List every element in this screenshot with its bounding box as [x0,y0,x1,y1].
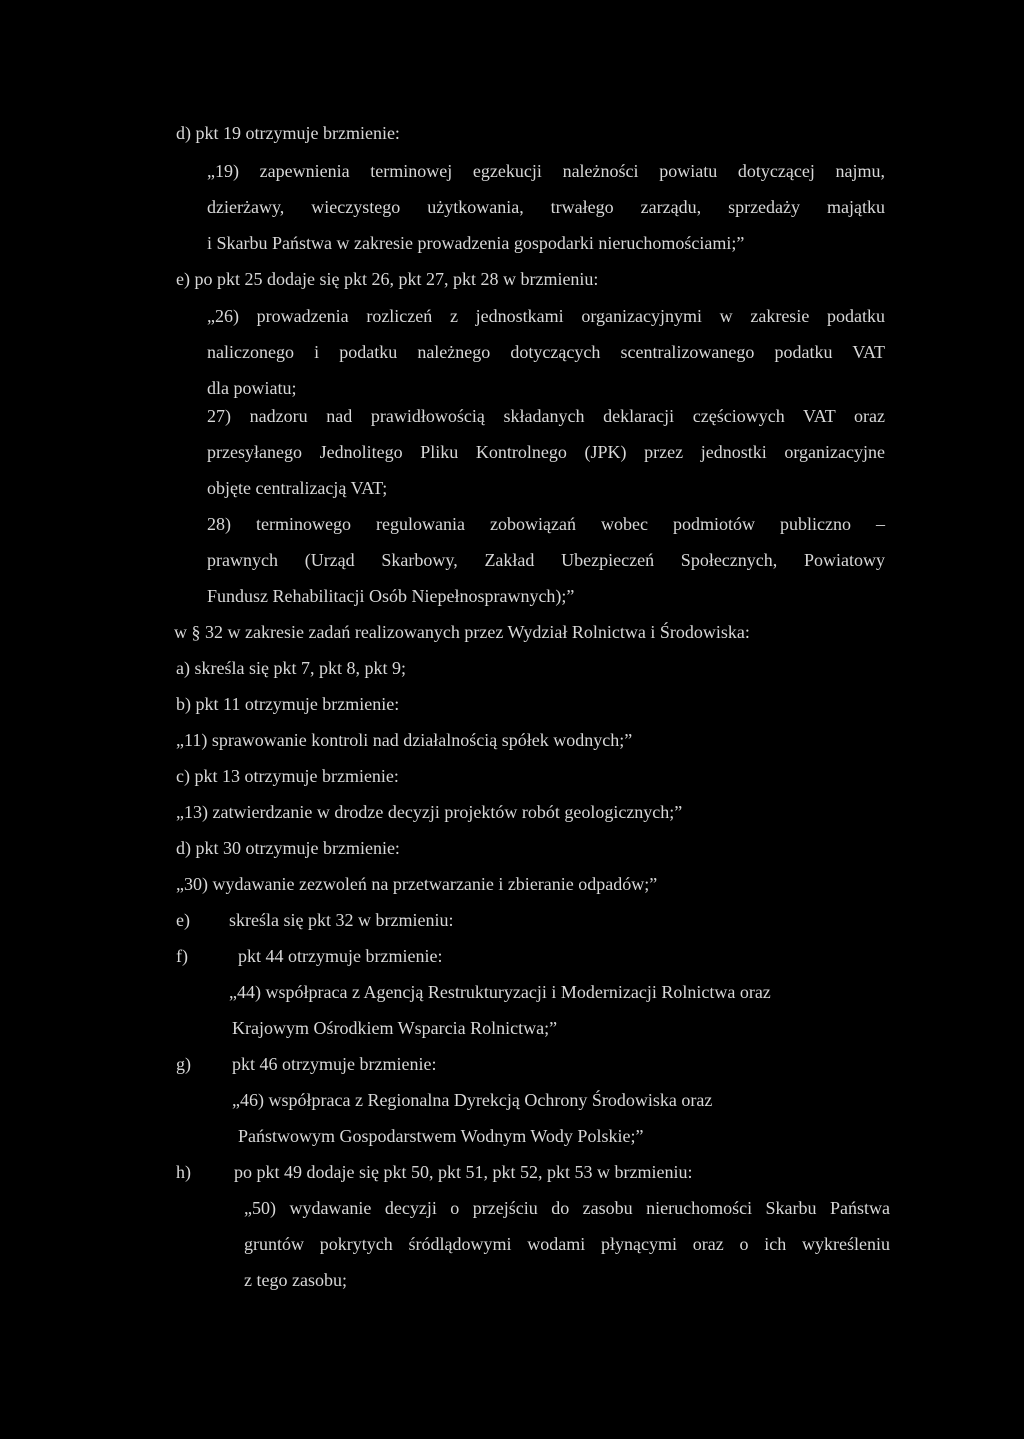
text-line: dzierżawy, wieczystego użytkowania, trwałego zarządu, sprzedaży majątku [207,197,885,217]
text-line: Krajowym Ośrodkiem Wsparcia Rolnictwa;” [232,1018,558,1038]
text-line: Fundusz Rehabilitacji Osób Niepełnosprawnych);” [207,586,575,606]
text-line: d) pkt 30 otrzymuje brzmienie: [176,838,400,858]
item-label: h) [176,1162,191,1182]
text-line: skreśla się pkt 32 w brzmieniu: [229,910,454,930]
text-line: e) po pkt 25 dodaje się pkt 26, pkt 27, pkt 28 w brzmieniu: [176,269,599,289]
text-line: przesyłanego Jednolitego Pliku Kontrolnego (JPK) przez jednostki organizacyjne [207,442,885,462]
text-line: d) pkt 19 otrzymuje brzmienie: [176,123,400,143]
text-line: 27) nadzoru nad prawidłowością składanych deklaracji częściowych VAT oraz [207,406,885,426]
text-line: objęte centralizacją VAT; [207,478,388,498]
text-line: „26) prowadzenia rozliczeń z jednostkami organizacyjnymi w zakresie podatku [207,306,885,326]
text-line: po pkt 49 dodaje się pkt 50, pkt 51, pkt 52, pkt 53 w brzmieniu: [234,1162,693,1182]
text-line: gruntów pokrytych śródlądowymi wodami płynącymi oraz o ich wykreśleniu [244,1234,890,1254]
text-line: w § 32 w zakresie zadań realizowanych przez Wydział Rolnictwa i Środowiska: [174,622,750,642]
text-line: c) pkt 13 otrzymuje brzmienie: [176,766,399,786]
text-line: dla powiatu; [207,378,297,398]
text-line: pkt 44 otrzymuje brzmienie: [238,946,443,966]
text-line: „11) sprawowanie kontroli nad działalnością spółek wodnych;” [176,730,633,750]
text-line: z tego zasobu; [244,1270,347,1290]
text-line: Państwowym Gospodarstwem Wodnym Wody Polskie;” [238,1126,644,1146]
text-line: a) skreśla się pkt 7, pkt 8, pkt 9; [176,658,406,678]
item-label: e) [176,910,190,930]
text-line: b) pkt 11 otrzymuje brzmienie: [176,694,400,714]
text-line: „50) wydawanie decyzji o przejściu do zasobu nieruchomości Skarbu Państwa [244,1198,890,1218]
item-label: g) [176,1054,191,1074]
text-line: pkt 46 otrzymuje brzmienie: [232,1054,437,1074]
text-line: naliczonego i podatku należnego dotyczących scentralizowanego podatku VAT [207,342,885,362]
text-line: „30) wydawanie zezwoleń na przetwarzanie i zbieranie odpadów;” [176,874,658,894]
text-line: „19) zapewnienia terminowej egzekucji należności powiatu dotyczącej najmu, [207,161,885,181]
text-line: 28) terminowego regulowania zobowiązań wobec podmiotów publiczno – [207,514,885,534]
text-line: „13) zatwierdzanie w drodze decyzji projektów robót geologicznych;” [176,802,683,822]
text-line: i Skarbu Państwa w zakresie prowadzenia gospodarki nieruchomościami;” [207,233,745,253]
text-line: prawnych (Urząd Skarbowy, Zakład Ubezpieczeń Społecznych, Powiatowy [207,550,885,570]
text-line: „44) współpraca z Agencją Restrukturyzacji i Modernizacji Rolnictwa oraz [229,982,771,1002]
text-line: „46) współpraca z Regionalna Dyrekcją Ochrony Środowiska oraz [232,1090,713,1110]
item-label: f) [176,946,188,966]
